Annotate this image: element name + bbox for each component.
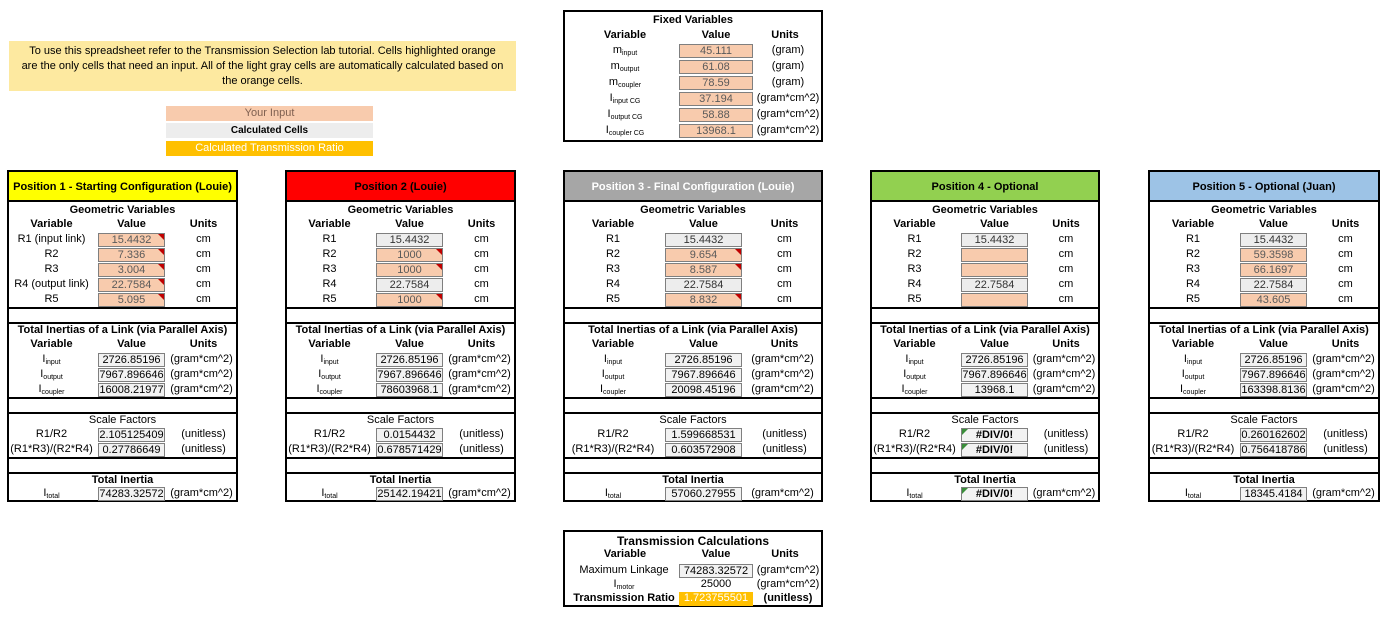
geo-unit: cm [1058, 248, 1074, 260]
geo-var-label: R4 [1185, 278, 1201, 290]
fixed-unit: (gram*cm^2) [756, 92, 820, 104]
col-value: Value [395, 218, 424, 230]
inertia-unit: (gram*cm^2) [448, 353, 511, 365]
fixed-row [565, 76, 821, 91]
geo-value-cell: 15.4432 [961, 233, 1028, 247]
geo-value-cell[interactable]: 5.095 [98, 293, 165, 307]
inertia-title: Total Inertias of a Link (via Parallel Axis) [1159, 324, 1369, 336]
inertia-unit: (gram*cm^2) [1312, 353, 1375, 365]
geo-value-cell[interactable]: 66.1697 [1240, 263, 1307, 277]
geo-value-cell[interactable]: 1000 [376, 248, 443, 262]
geo-var-label: R2 [322, 248, 337, 260]
scale-value: 0.0154432 [376, 428, 443, 442]
fixed-var: $I_{coupler CG}$ [605, 124, 645, 137]
scale-value: 0.260162602 [1241, 429, 1306, 441]
geo-unit: cm [1058, 263, 1074, 275]
geo-value-cell[interactable]: 43.605 [1240, 293, 1307, 307]
scale-label: R1/R2 [597, 428, 629, 440]
inertia-title: Total Inertias of a Link (via Parallel Axis) [588, 324, 798, 336]
total-title: Total Inertia [91, 474, 154, 486]
geo-var-label: R4 (output link) [14, 278, 89, 290]
scale-unit: (unitless) [181, 443, 226, 455]
geo-unit: cm [474, 263, 489, 275]
col-variable: Variable [591, 338, 635, 350]
scale-value: 2.105125409 [99, 429, 164, 441]
inertia-var: $I_{coupler}$ [316, 383, 343, 396]
geo-unit: cm [1338, 248, 1353, 260]
scale-label: R1/R2 [35, 428, 68, 440]
geo-value-cell[interactable]: 7.336 [98, 248, 165, 262]
geo-unit: cm [777, 278, 792, 290]
fixed-var: $I_{output CG}$ [607, 108, 643, 121]
inertia-value: 7967.896646 [377, 369, 442, 381]
position-1-panel [7, 170, 238, 502]
scale-unit: (unitless) [181, 428, 226, 440]
scale-unit: (unitless) [1323, 428, 1368, 440]
geo-var-label: R5 [605, 293, 621, 305]
geo-var-label: R3 [605, 263, 621, 275]
fixed-value-input[interactable]: 13968.1 [679, 124, 753, 138]
inertia-unit: (gram*cm^2) [751, 383, 814, 395]
inertia-var: $I_{input}$ [603, 353, 623, 366]
geo-value-cell: 22.7584 [665, 278, 742, 292]
geo-title: Geometric Variables [640, 204, 746, 216]
fixed-unit: (gram) [771, 76, 805, 88]
col-value: Value [1259, 338, 1288, 350]
scale-label: (R1*R3)/(R2*R4) [10, 443, 93, 455]
geo-value-cell[interactable]: 1000 [376, 293, 443, 307]
geo-var-label: R1 (input link) [17, 233, 86, 245]
inertia-value: 13968.1 [961, 383, 1028, 397]
transmission-ratio-unit: (unitless) [763, 592, 813, 604]
inertia-value: 7967.896646 [665, 368, 742, 382]
inertia-unit: (gram*cm^2) [170, 368, 233, 380]
col-value: Value [980, 338, 1009, 350]
geo-var-label: R2 [907, 248, 922, 260]
inertia-unit: (gram*cm^2) [448, 383, 511, 395]
total-var: $I_{total}$ [604, 487, 622, 500]
geo-value-cell[interactable]: 9.654 [665, 248, 742, 262]
fixed-unit: (gram) [771, 44, 805, 56]
col-variable: Variable [30, 338, 73, 350]
geo-title: Geometric Variables [932, 204, 1038, 216]
fixed-value-input[interactable]: 61.08 [679, 60, 753, 74]
transmission-title: Transmission Calculations [616, 534, 770, 548]
col-variable: Variable [1171, 218, 1215, 230]
geo-unit: cm [474, 248, 489, 260]
inertia-var: $I_{coupler}$ [1179, 383, 1207, 396]
scale-value: #DIV/0! [961, 443, 1028, 457]
inertia-unit: (gram*cm^2) [1312, 368, 1375, 380]
fixed-var: $m_{coupler}$ [608, 76, 642, 89]
inertia-value: 2726.85196 [376, 353, 443, 367]
position-title: Position 2 (Louie) [287, 172, 514, 202]
position-4-panel [870, 170, 1100, 502]
transmission-ratio-value: 1.723755501 [679, 592, 753, 606]
total-value: 57060.27955 [665, 487, 742, 501]
trans-col-units: Units [771, 548, 799, 560]
col-variable: Variable [893, 338, 936, 350]
scale-title: Scale Factors [659, 414, 727, 426]
geo-unit: cm [1338, 233, 1353, 245]
col-variable: Variable [1171, 338, 1215, 350]
scale-unit: (unitless) [459, 443, 504, 455]
inertia-value: 78603968.1 [376, 383, 443, 397]
fixed-var: $m_{input}$ [612, 44, 638, 57]
col-value: Value [980, 218, 1009, 230]
geo-unit: cm [777, 233, 792, 245]
total-value: 25142.19421 [377, 488, 442, 500]
geo-unit: cm [474, 233, 489, 245]
geo-var-label: R1 [605, 233, 621, 245]
geo-unit: cm [1058, 233, 1074, 245]
col-value: Value [395, 338, 424, 350]
total-title: Total Inertia [369, 474, 432, 486]
fixed-unit: (gram*cm^2) [756, 108, 820, 120]
scale-unit: (unitless) [762, 443, 807, 455]
geo-unit: cm [777, 263, 792, 275]
scale-unit: (unitless) [762, 428, 807, 440]
col-variable: Variable [308, 218, 351, 230]
geo-var-label: R2 [44, 248, 59, 260]
geo-unit: cm [196, 233, 211, 245]
scale-unit: (unitless) [1043, 443, 1089, 455]
fixed-col-value: Value [701, 29, 731, 41]
col-variable: Variable [308, 338, 351, 350]
fixed-value-input[interactable]: 37.194 [679, 92, 753, 106]
geo-var-label: R2 [605, 248, 621, 260]
col-units: Units [770, 218, 799, 230]
col-variable: Variable [893, 218, 936, 230]
fixed-value-input[interactable]: 78.59 [679, 76, 753, 90]
scale-label: R1/R2 [313, 428, 346, 440]
fixed-unit: (gram) [771, 60, 805, 72]
inertia-var: $I_{input}$ [905, 353, 924, 366]
geo-unit: cm [474, 278, 489, 290]
inertia-var: $I_{coupler}$ [901, 383, 928, 396]
geo-var-label: R3 [1185, 263, 1201, 275]
inertia-value: 7967.896646 [99, 369, 164, 381]
inertia-var: $I_{output}$ [40, 368, 63, 381]
fixed-row [565, 44, 821, 59]
position-5-panel [1148, 170, 1380, 502]
inertia-unit: (gram*cm^2) [751, 353, 814, 365]
legend-ratio: Calculated Transmission Ratio [166, 141, 373, 156]
inertia-value: 2726.85196 [98, 353, 165, 367]
scale-value: #DIV/0! [961, 428, 1028, 442]
fixed-row [565, 92, 821, 107]
total-unit: (gram*cm^2) [448, 487, 511, 499]
inertia-value: 2726.85196 [665, 353, 742, 367]
inertia-value: 163398.8136 [1241, 384, 1306, 396]
trans-col-variable: Variable [603, 548, 647, 560]
inertia-unit: (gram*cm^2) [1032, 368, 1096, 380]
col-value: Value [1259, 218, 1288, 230]
instructions-note [9, 41, 516, 91]
col-units: Units [467, 218, 496, 230]
total-value: 74283.32572 [99, 488, 164, 500]
position-3-panel [563, 170, 823, 502]
scale-value: 0.678571429 [377, 444, 442, 456]
fixed-row [565, 124, 821, 139]
total-var: $I_{total}$ [906, 487, 923, 500]
fixed-variables-panel [563, 10, 823, 142]
geo-value-cell: 15.4432 [376, 233, 443, 247]
total-unit: (gram*cm^2) [751, 487, 814, 499]
total-var: $I_{total}$ [1184, 487, 1202, 500]
motor-inertia-label: $I_{motor}$ [613, 578, 635, 591]
geo-value-cell: 15.4432 [665, 233, 742, 247]
legend-input: Your Input [166, 106, 373, 121]
geo-var-label: R5 [322, 293, 337, 305]
inertia-unit: (gram*cm^2) [1312, 383, 1375, 395]
inertia-unit: (gram*cm^2) [1032, 353, 1096, 365]
total-var: $I_{total}$ [43, 487, 60, 500]
inertia-var: $I_{input}$ [42, 353, 61, 366]
position-title: Position 5 - Optional (Juan) [1150, 172, 1378, 202]
scale-label: R1/R2 [1177, 428, 1209, 440]
geo-value-cell: 22.7584 [376, 278, 443, 292]
geo-var-label: R5 [1185, 293, 1201, 305]
inertia-unit: (gram*cm^2) [170, 353, 233, 365]
total-title: Total Inertia [1233, 474, 1295, 486]
inertia-title: Total Inertias of a Link (via Parallel Axis) [295, 324, 506, 336]
geo-var-label: R3 [322, 263, 337, 275]
fixed-var: $I_{input CG}$ [609, 92, 641, 105]
fixed-row [565, 108, 821, 123]
geo-var-label: R4 [322, 278, 337, 290]
geo-value-cell[interactable]: 3.004 [98, 263, 165, 277]
col-value: Value [117, 338, 146, 350]
inertia-unit: (gram*cm^2) [1032, 383, 1096, 395]
inertia-value: 20098.45196 [665, 383, 742, 397]
inertia-var: $I_{input}$ [320, 353, 339, 366]
col-value: Value [689, 218, 718, 230]
col-variable: Variable [591, 218, 635, 230]
col-units: Units [189, 218, 218, 230]
scale-title: Scale Factors [88, 414, 157, 426]
total-unit: (gram*cm^2) [170, 487, 233, 499]
col-units: Units [770, 338, 799, 350]
inertia-unit: (gram*cm^2) [170, 383, 233, 395]
inertia-value: 2726.85196 [1240, 353, 1307, 367]
motor-inertia-unit: (gram*cm^2) [756, 578, 820, 590]
col-units: Units [1052, 338, 1080, 350]
transmission-ratio-label: Transmission Ratio [573, 592, 675, 604]
col-units: Units [1331, 338, 1360, 350]
legend-calculated: Calculated Cells [166, 123, 373, 138]
scale-title: Scale Factors [1230, 414, 1298, 426]
inertia-var: $I_{output}$ [1181, 368, 1205, 381]
scale-value: 0.756418786 [1241, 444, 1306, 456]
geo-unit: cm [196, 293, 211, 305]
scale-label: (R1*R3)/(R2*R4) [571, 443, 655, 455]
total-unit: (gram*cm^2) [1312, 487, 1375, 499]
position-title: Position 1 - Starting Configuration (Louie) [9, 172, 236, 202]
fixed-value-input[interactable]: 45.111 [679, 44, 753, 58]
fixed-row [565, 60, 821, 75]
col-value: Value [689, 338, 718, 350]
geo-unit: cm [474, 293, 489, 305]
geo-unit: cm [196, 248, 211, 260]
inertia-var: $I_{coupler}$ [599, 383, 627, 396]
scale-title: Scale Factors [951, 414, 1019, 426]
geo-var-label: R2 [1185, 248, 1201, 260]
fixed-unit: (gram*cm^2) [756, 124, 820, 136]
col-value: Value [117, 218, 146, 230]
geo-var-label: R5 [44, 293, 59, 305]
geo-var-label: R4 [605, 278, 621, 290]
geo-title: Geometric Variables [347, 204, 454, 216]
col-units: Units [1331, 218, 1360, 230]
inertia-title: Total Inertias of a Link (via Parallel Axis) [17, 324, 228, 336]
max-linkage-label: Maximum Linkage [579, 564, 669, 576]
geo-unit: cm [1058, 278, 1074, 290]
motor-inertia-value: 25000 [700, 578, 732, 590]
total-unit: (gram*cm^2) [1032, 487, 1096, 499]
scale-value: 0.27786649 [98, 443, 165, 457]
geo-value-cell: 22.7584 [961, 278, 1028, 292]
total-title: Total Inertia [662, 474, 724, 486]
geo-unit: cm [196, 278, 211, 290]
geo-var-label: R3 [907, 263, 922, 275]
scale-unit: (unitless) [1043, 428, 1089, 440]
scale-unit: (unitless) [1323, 443, 1368, 455]
geo-var-label: R1 [907, 233, 922, 245]
geo-value-cell[interactable] [961, 263, 1028, 277]
inertia-var: $I_{coupler}$ [38, 383, 65, 396]
scale-value: 1.599668531 [665, 428, 742, 442]
geo-value-cell[interactable]: 8.832 [665, 293, 742, 307]
inertia-var: $I_{input}$ [1183, 353, 1203, 366]
geo-value-cell: 22.7584 [1240, 278, 1307, 292]
fixed-var: $m_{output}$ [610, 60, 640, 73]
geo-var-label: R1 [322, 233, 337, 245]
geo-unit: cm [777, 248, 792, 260]
scale-label: (R1*R3)/(R2*R4) [1151, 443, 1235, 455]
fixed-col-variable: Variable [603, 29, 647, 41]
geo-var-label: R3 [44, 263, 59, 275]
max-linkage-unit: (gram*cm^2) [756, 564, 820, 576]
fixed-col-units: Units [771, 29, 799, 41]
geo-value-cell[interactable]: 22.7584 [98, 278, 165, 292]
scale-value: 0.603572908 [665, 443, 742, 457]
fixed-value-input[interactable]: 58.88 [679, 108, 753, 122]
inertia-var: $I_{output}$ [318, 368, 341, 381]
position-title: Position 3 - Final Configuration (Louie) [565, 172, 821, 202]
total-title: Total Inertia [954, 474, 1016, 486]
instructions-text: To use this spreadsheet refer to the Transmission Selection lab tutorial. Cells highlighted orange are the only cells that need an input. All of the light gray cells are automatically calculated based on the orange cells. [21, 45, 504, 87]
scale-title: Scale Factors [366, 414, 435, 426]
inertia-value: 2726.85196 [961, 353, 1028, 367]
geo-value-cell: 15.4432 [1240, 233, 1307, 247]
col-variable: Variable [30, 218, 73, 230]
scale-label: R1/R2 [898, 428, 931, 440]
geo-unit: cm [1338, 278, 1353, 290]
geo-title: Geometric Variables [69, 204, 176, 216]
geo-value-cell[interactable]: 59.3598 [1240, 248, 1307, 262]
inertia-var: $I_{output}$ [903, 368, 926, 381]
scale-unit: (unitless) [459, 428, 504, 440]
geo-unit: cm [1058, 293, 1074, 305]
position-2-panel [285, 170, 516, 502]
geo-unit: cm [1338, 293, 1353, 305]
geo-unit: cm [1338, 263, 1353, 275]
geo-unit: cm [777, 293, 792, 305]
inertia-title: Total Inertias of a Link (via Parallel Axis) [880, 324, 1090, 336]
geo-value-cell[interactable]: 15.4432 [98, 233, 165, 247]
scale-label: (R1*R3)/(R2*R4) [873, 443, 956, 455]
inertia-value: 7967.896646 [962, 369, 1027, 381]
trans-col-value: Value [701, 548, 731, 560]
geo-value-cell[interactable]: 1000 [376, 263, 443, 277]
col-units: Units [467, 338, 496, 350]
geo-title: Geometric Variables [1211, 204, 1317, 216]
col-units: Units [1052, 218, 1080, 230]
geo-value-cell[interactable] [961, 293, 1028, 307]
scale-label: (R1*R3)/(R2*R4) [288, 443, 371, 455]
inertia-var: $I_{output}$ [601, 368, 625, 381]
inertia-value: 16008.21977 [99, 384, 164, 396]
geo-var-label: R1 [1185, 233, 1201, 245]
geo-var-label: R5 [907, 293, 922, 305]
geo-var-label: R4 [907, 278, 922, 290]
fixed-title: Fixed Variables [652, 14, 734, 26]
inertia-unit: (gram*cm^2) [448, 368, 511, 380]
col-units: Units [189, 338, 218, 350]
position-title: Position 4 - Optional [872, 172, 1098, 202]
geo-value-cell[interactable]: 8.587 [665, 263, 742, 277]
inertia-unit: (gram*cm^2) [751, 368, 814, 380]
inertia-value: 7967.896646 [1241, 369, 1306, 381]
total-value: 18345.4184 [1240, 487, 1307, 501]
geo-unit: cm [196, 263, 211, 275]
transmission-panel [563, 530, 823, 607]
geo-value-cell[interactable] [961, 248, 1028, 262]
max-linkage-value: 74283.32572 [679, 564, 753, 578]
total-value: #DIV/0! [961, 487, 1028, 501]
total-var: $I_{total}$ [321, 487, 338, 500]
